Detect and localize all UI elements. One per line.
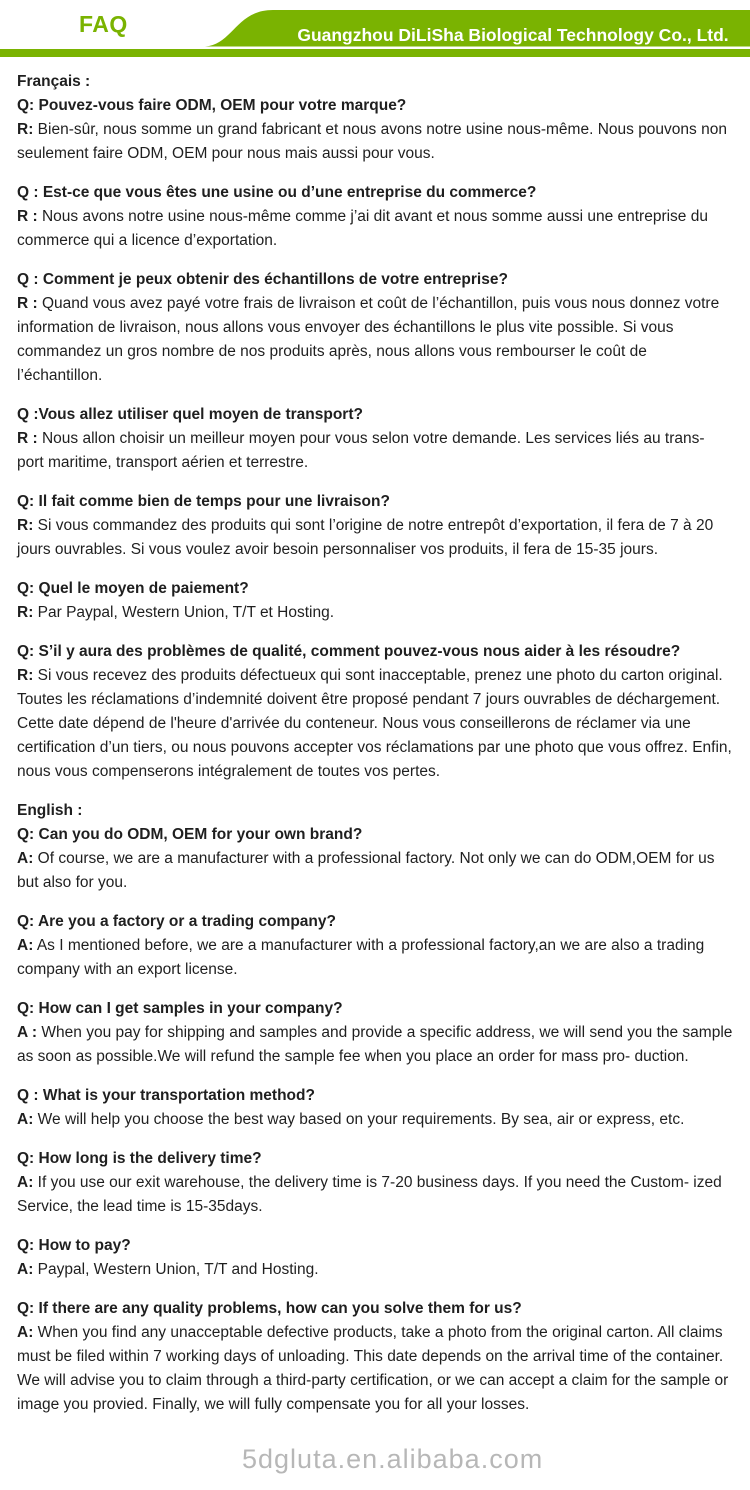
question: Q : Comment je peux obtenir des échantillons de votre entreprise? xyxy=(17,271,508,288)
answer-text: Quand vous avez payé votre frais de livraison et coût de l’échantillon, puis vous nous donnez votre information de livraison, nous allons vous envoyer des échantillons le plus vite possible. Si vous commandez un gros nombre de nos produits après, nous allons vous rembourser le coût de l’échantillon. xyxy=(17,295,720,384)
answer-prefix: R : xyxy=(17,430,38,447)
answer-text: Paypal, Western Union, T/T and Hosting. xyxy=(37,1261,319,1278)
answer-prefix: R: xyxy=(17,517,34,534)
answer-text: As I mentioned before, we are a manufacturer with a professional factory,an we are also a trading company with an export license. xyxy=(17,937,705,978)
answer-text: Nous allon choisir un meilleur moyen pour vous selon votre demande. Les services liés au trans- port maritime, transport aérien et terrestre. xyxy=(17,430,705,471)
faq-content xyxy=(0,60,750,1417)
qa-block xyxy=(17,403,733,475)
question: Q :Vous allez utiliser quel moyen de transport? xyxy=(17,406,363,423)
answer-text: Si vous commandez des produits qui sont l’origine de notre entrepôt d’exportation, il fera de 7 à 20 jours ouvrables. Si vous voulez avoir besoin personnaliser vos produits, il fera de 15-35 jours. xyxy=(17,517,714,558)
qa-block xyxy=(17,94,733,166)
qa-block xyxy=(17,577,733,625)
answer xyxy=(17,427,733,475)
question: Q: Can you do ODM, OEM for your own brand? xyxy=(17,826,363,843)
answer-prefix: R: xyxy=(17,604,34,621)
section-heading-english: English : xyxy=(17,802,83,819)
qa-block xyxy=(17,997,733,1069)
answer-text: If you use our exit warehouse, the delivery time is 7-20 business days. If you need the Custom- ized Service, the lead time is 15-35days. xyxy=(17,1174,722,1215)
answer-text: We will help you choose the best way based on your requirements. By sea, air or express, etc. xyxy=(37,1111,685,1128)
question: Q: Pouvez-vous faire ODM, OEM pour votre marque? xyxy=(17,97,407,114)
answer xyxy=(17,1258,733,1282)
answer xyxy=(17,118,733,166)
answer-text: Par Paypal, Western Union, T/T et Hosting. xyxy=(37,604,335,621)
answer-text: When you pay for shipping and samples and provide a specific address, we will send you the sample as soon as possible.We will refund the sample fee when you place an order for mass pro- duction. xyxy=(17,1024,733,1065)
answer-text: Bien-sûr, nous somme un grand fabricant et nous avons notre usine nous-même. Nous pouvons non seulement faire ODM, OEM pour nous mais aussi pour vous. xyxy=(17,121,727,162)
question: Q: S’il y aura des problèmes de qualité, comment pouvez-vous nous aider à les résoudre? xyxy=(17,643,681,660)
question: Q: How to pay? xyxy=(17,1237,131,1254)
answer xyxy=(17,1108,733,1132)
company-name: Guangzhou DiLiSha Biological Technology Co., Ltd. xyxy=(297,25,729,45)
question: Q: If there are any quality problems, how can you solve them for us? xyxy=(17,1300,522,1317)
answer-prefix: R: xyxy=(17,667,34,684)
qa-block xyxy=(17,823,733,895)
answer xyxy=(17,847,733,895)
qa-block xyxy=(17,490,733,562)
answer xyxy=(17,664,733,784)
qa-block xyxy=(17,181,733,253)
answer xyxy=(17,205,733,253)
qa-block xyxy=(17,910,733,982)
answer-text: Nous avons notre usine nous-même comme j’ai dit avant et nous somme aussi une entreprise du commerce qui a licence d’exportation. xyxy=(17,208,708,249)
qa-block xyxy=(17,1234,733,1282)
green-underline-bar xyxy=(0,49,750,57)
answer xyxy=(17,1321,733,1417)
answer-prefix: A: xyxy=(17,1261,34,1278)
answer-prefix: A: xyxy=(17,850,34,867)
qa-block xyxy=(17,1084,733,1132)
answer-prefix: R : xyxy=(17,295,38,312)
answer-prefix: R: xyxy=(17,121,34,138)
qa-block xyxy=(17,640,733,784)
answer-prefix: A: xyxy=(17,937,34,954)
answer xyxy=(17,934,733,982)
answer-prefix: A : xyxy=(17,1024,38,1041)
question: Q : What is your transportation method? xyxy=(17,1087,315,1104)
question: Q : Est-ce que vous êtes une usine ou d’une entreprise du commerce? xyxy=(17,184,537,201)
answer-text: When you find any unacceptable defective products, take a photo from the original carton. All claims must be filed within 7 working days of unloading. This date depends on the arrival time of the container. We will advise you to claim through a third-party certification, or we can accept a claim for the sample or image you provied. Finally, we will fully compensate you for all your losses. xyxy=(17,1324,729,1413)
answer xyxy=(17,292,733,388)
answer xyxy=(17,1021,733,1069)
answer-prefix: A: xyxy=(17,1324,34,1341)
qa-block xyxy=(17,268,733,388)
section-french xyxy=(17,70,733,784)
question: Q: Quel le moyen de paiement? xyxy=(17,580,249,597)
question: Q: Il fait comme bien de temps pour une livraison? xyxy=(17,493,390,510)
section-english xyxy=(17,799,733,1417)
qa-block xyxy=(17,1147,733,1219)
section-heading-french: Français : xyxy=(17,73,91,90)
answer xyxy=(17,601,733,625)
answer-text: Of course, we are a manufacturer with a professional factory. Not only we can do ODM,OEM for us but also for you. xyxy=(17,850,715,891)
faq-title: FAQ xyxy=(79,11,128,37)
answer-text: Si vous recevez des produits défectueux qui sont inacceptable, prenez une photo du carton original. Toutes les réclamations d’indemnité doivent être proposé pendant 7 jours ouvrables de déchargement. Cette date dépend de l'heure d'arrivée du conteneur. Nous vous conseillerons de réclamer via une certification d’un tiers, ou nous pouvons accepter vos réclamations par une photo que vous offrez. Enfin, nous vous compenserons intégralement de toutes vos pertes. xyxy=(17,667,732,780)
page-header xyxy=(0,0,750,60)
answer-prefix: R : xyxy=(17,208,38,225)
watermark: 5dgluta.en.alibaba.com xyxy=(242,1444,544,1474)
qa-block xyxy=(17,1297,733,1417)
answer-prefix: A: xyxy=(17,1174,34,1191)
answer xyxy=(17,1171,733,1219)
answer-prefix: A: xyxy=(17,1111,34,1128)
question: Q: How long is the delivery time? xyxy=(17,1150,262,1167)
question: Q: Are you a factory or a trading company? xyxy=(17,913,336,930)
answer xyxy=(17,514,733,562)
question: Q: How can I get samples in your company? xyxy=(17,1000,343,1017)
